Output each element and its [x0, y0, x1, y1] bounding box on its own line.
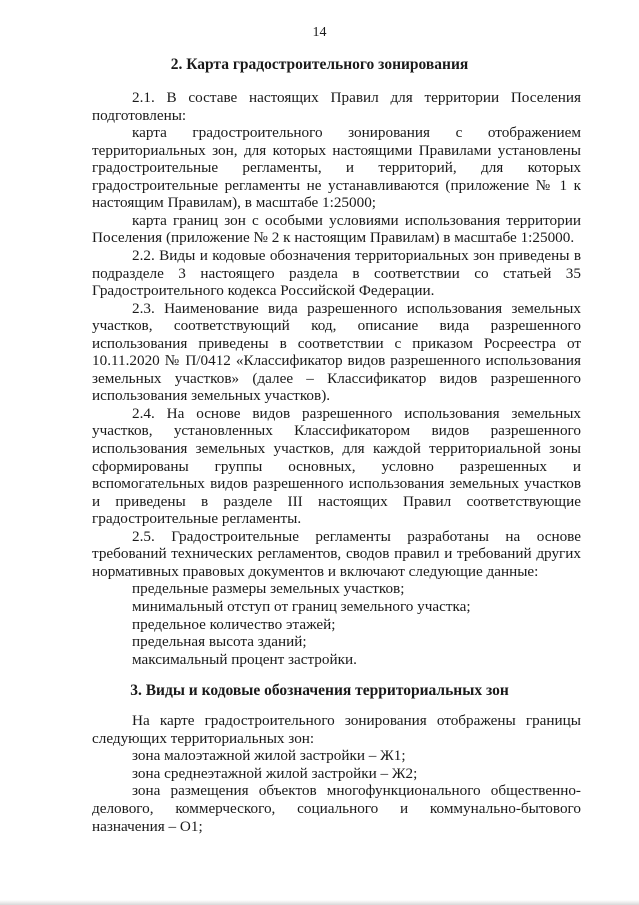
scan-edge — [0, 900, 639, 905]
text-line: и приведены в разделе III настоящих Правил соответствующие — [92, 492, 581, 510]
text-line: градостроительные регламенты. — [92, 510, 302, 528]
text-line: настоящим Правилам), в масштабе 1:25000; — [92, 194, 377, 212]
text-line: градостроительные регламенты, и территорий, для которых — [92, 159, 581, 177]
text-line: сформированы группы основных, условно разрешенных и — [92, 457, 581, 475]
text-line: участков, установленных Классификатором видов разрешенного — [92, 422, 581, 440]
text-line: подготовлены: — [92, 106, 187, 124]
text-line: карта градостроительного зонирования с отображением — [132, 124, 581, 142]
text-line: делового, коммерческого, социального и коммунально-бытового — [92, 800, 581, 817]
text-line: 2.4. На основе видов разрешенного использования земельных — [132, 404, 581, 422]
text-line: предельная высота зданий; — [132, 633, 307, 651]
text-line: зона среднеэтажной жилой застройки – Ж2; — [132, 764, 418, 782]
text-line: предельные размеры земельных участков; — [132, 580, 405, 598]
text-line: зона малоэтажной жилой застройки – Ж1; — [132, 747, 406, 765]
text-line: предельное количество этажей; — [132, 615, 336, 633]
text-line: использования земельных участков, для каждой территориальной зоны — [92, 440, 581, 457]
text-line: использования приведены в соответствии с приказом Росреестра от — [92, 334, 581, 352]
text-line: минимальный отступ от границ земельного участка; — [132, 597, 471, 615]
text-line: 10.11.2020 № П/0412 «Классификатор видов разрешенного использования — [92, 352, 581, 370]
text-line: 2.2. Виды и кодовые обозначения территориальных зон приведены в — [132, 246, 581, 264]
text-line: участков, соответствующий код, описание вида разрешенного — [92, 317, 581, 335]
text-line: 2.1. В составе настоящих Правил для территории Поселения — [132, 89, 581, 106]
text-line: карта границ зон с особыми условиями использования территории — [132, 211, 581, 229]
section-2-heading: 2. Карта градостроительного зонирования — [170, 56, 469, 73]
text-line: подразделе 3 настоящего раздела в соответствии со статьей 35 — [92, 264, 581, 282]
text-line: Поселения (приложение № 2 к настоящим Правилам) в масштабе 1:25000. — [92, 229, 575, 247]
text-line: 2.5. Градостроительные регламенты разработаны на основе — [132, 527, 581, 545]
text-line: вспомогательных видов разрешенного использования земельных участков — [92, 475, 581, 493]
text-line: нормативных правовых документов и включают следующие данные: — [92, 562, 539, 580]
section-3-heading: 3. Виды и кодовые обозначения территориальных зон — [130, 682, 509, 699]
text-line: следующих территориальных зон: — [92, 729, 315, 747]
text-line: территориальных зон, для которых настоящими Правилами установлены — [92, 141, 581, 159]
text-line: 2.3. Наименование вида разрешенного использования земельных — [132, 299, 581, 317]
text-line: зона размещения объектов многофункционального общественно- — [132, 782, 581, 800]
text-line: назначения – О1; — [92, 817, 203, 835]
text-line: Градостроительного кодекса Российской Федерации. — [92, 282, 435, 300]
text-line: максимальный процент застройки. — [132, 650, 357, 668]
text-line: На карте градостроительного зонирования отображены границы — [132, 712, 581, 729]
text-line: требований технических регламентов, сводов правил и требований других — [92, 545, 581, 563]
text-line: градостроительные регламенты не устанавливаются (приложение № 1 к — [92, 176, 581, 194]
page-number: 14 — [312, 25, 327, 40]
text-line: использования земельных участков). — [92, 387, 331, 405]
text-line: земельных участков» (далее – Классификатор видов разрешенного — [92, 369, 581, 387]
